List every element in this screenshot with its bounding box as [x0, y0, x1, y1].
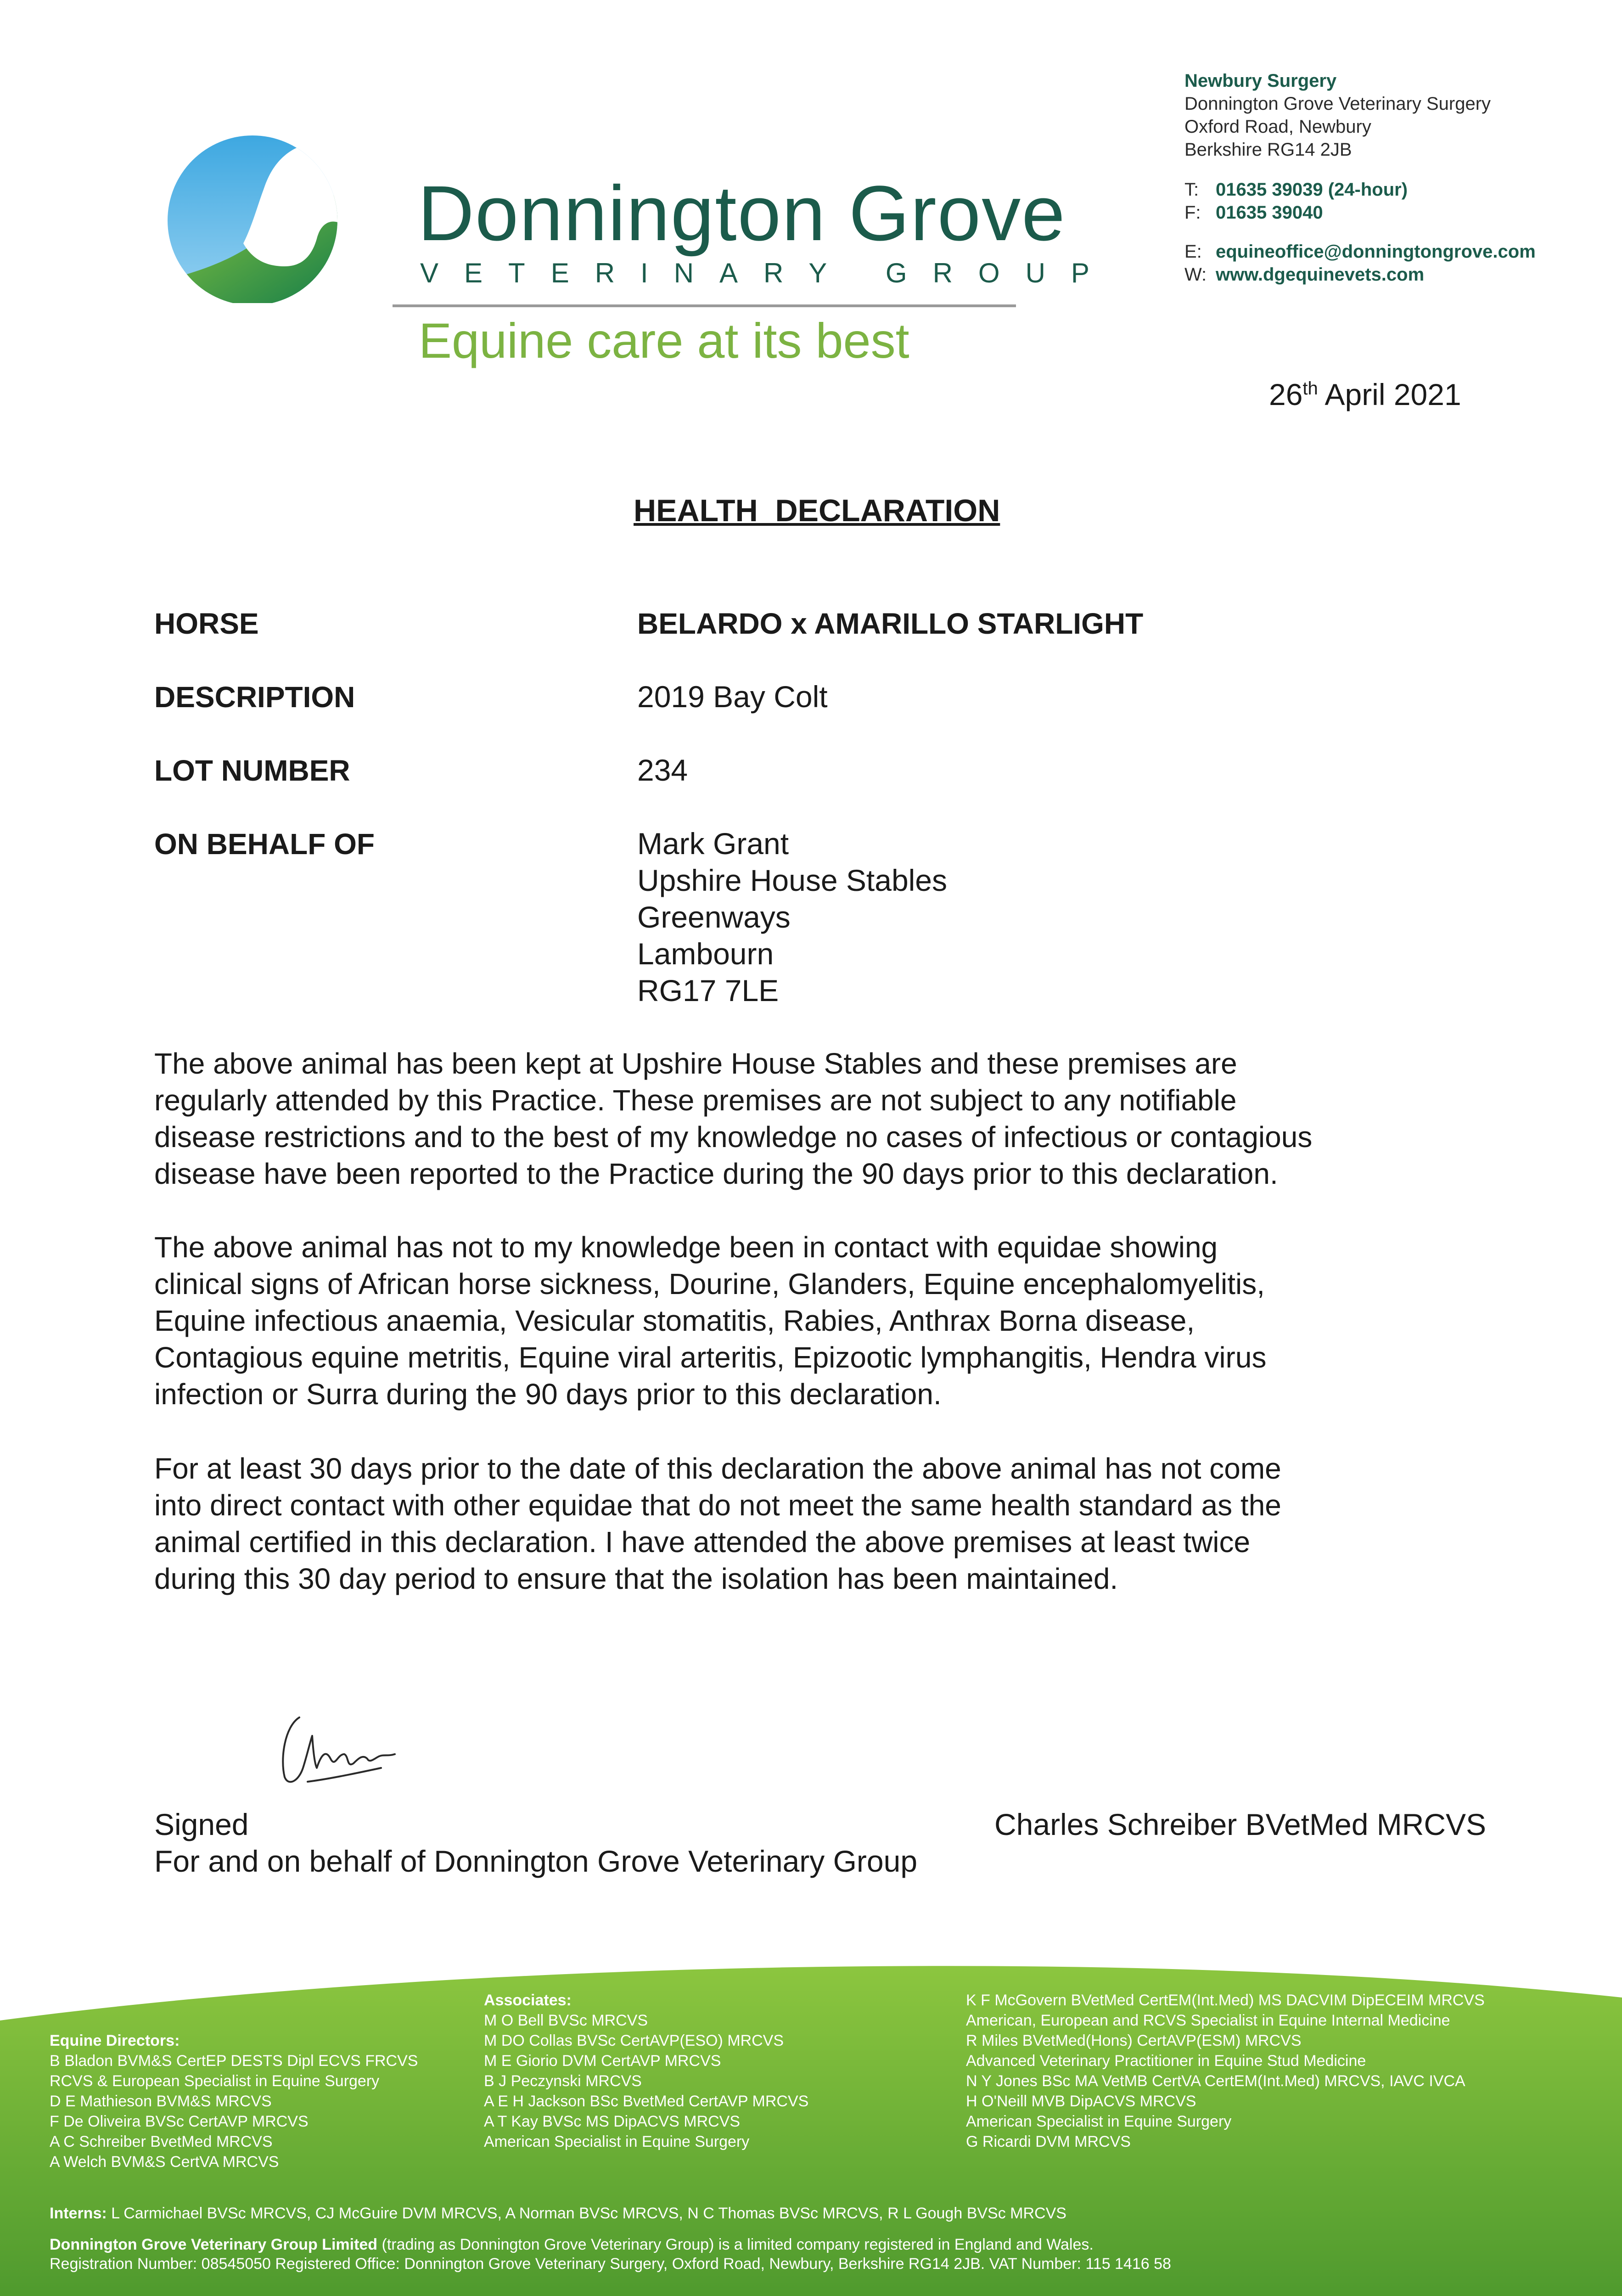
director-line: D E Mathieson BVM&S MRCVS	[50, 2093, 272, 2110]
fax-line: F: 01635 39040	[1184, 203, 1323, 223]
signatory-name: Charles Schreiber BVetMed MRCVS	[994, 1807, 1487, 1841]
behalf-line-1: Mark Grant	[637, 827, 789, 861]
address-line-2: Oxford Road, Newbury	[1184, 117, 1371, 137]
associate-line: M O Bell BVSc MRCVS	[484, 2012, 648, 2029]
associate-line: A E H Jackson BSc BvetMed CertAVP MRCVS	[484, 2093, 809, 2110]
associate-line: B J Peczynski MRCVS	[484, 2072, 642, 2090]
footer-registration: Registration Number: 08545050 Registered Office: Donnington Grove Veterinary Surgery, Oxford Road, Newbury, Berkshire RG14 2JB. VAT Number: 115 1416 58	[50, 2255, 1171, 2273]
paragraph-line: disease restrictions and to the best of my knowledge no cases of infectious or contagious	[154, 1120, 1313, 1154]
footer-interns: Interns: L Carmichael BVSc MRCVS, CJ McGuire DVM MRCVS, A Norman BVSc MRCVS, N C Thomas BVSc MRCVS, R L Gough BVSc MRCVS	[50, 2205, 1066, 2222]
company-tagline: Equine care at its best	[419, 313, 909, 368]
phone-line: T: 01635 39039 (24-hour)	[1184, 180, 1408, 200]
horse-value: BELARDO x AMARILLO STARLIGHT	[637, 607, 1144, 640]
associate-line: Advanced Veterinary Practitioner in Equine Stud Medicine	[966, 2052, 1366, 2070]
description-label: DESCRIPTION	[154, 681, 355, 714]
associate-line: K F McGovern BVetMed CertEM(Int.Med) MS DACVIM DipECEIM MRCVS	[966, 1992, 1485, 2009]
director-line: B Bladon BVM&S CertEP DESTS Dipl ECVS FRCVS	[50, 2052, 418, 2070]
paragraph-line: The above animal has not to my knowledge been in contact with equidae showing	[154, 1231, 1218, 1264]
paragraph-line: regularly attended by this Practice. These premises are not subject to any notifiable	[154, 1084, 1237, 1117]
address-line-3: Berkshire RG14 2JB	[1184, 140, 1352, 160]
paragraph-diseases	[154, 1229, 1486, 1412]
associate-line: American Specialist in Equine Surgery	[484, 2133, 750, 2150]
associates-title: Associates:	[484, 1992, 572, 2009]
document-title: HEALTH DECLARATION	[634, 493, 1000, 528]
horse-label: HORSE	[154, 607, 259, 640]
associate-line: R Miles BVetMed(Hons) CertAVP(ESM) MRCVS	[966, 2032, 1302, 2049]
associate-line: G Ricardi DVM MRCVS	[966, 2133, 1131, 2150]
email-link[interactable]: E: equineoffice@donningtongrove.com	[1184, 242, 1536, 262]
description-value: 2019 Bay Colt	[637, 680, 828, 714]
associate-line: American, European and RCVS Specialist in Equine Internal Medicine	[966, 2012, 1450, 2029]
paragraph-line: animal certified in this declaration. I have attended the above premises at least twice	[154, 1525, 1251, 1559]
director-line: RCVS & European Specialist in Equine Surgery	[50, 2072, 380, 2090]
on-behalf-of-label: ON BEHALF OF	[154, 827, 375, 861]
behalf-line-3: Greenways	[637, 900, 791, 934]
company-subtitle: VETERINARY GROUP	[420, 258, 1115, 288]
company-name: Donnington Grove	[418, 170, 1066, 257]
lot-number-value: 234	[637, 753, 688, 787]
company-logo-icon	[165, 129, 349, 303]
website-link[interactable]: W: www.dgequinevets.com	[1184, 264, 1425, 285]
signed-label: Signed	[154, 1807, 249, 1841]
behalf-of-group: For and on behalf of Donnington Grove Veterinary Group	[154, 1844, 918, 1878]
director-line: A Welch BVM&S CertVA MRCVS	[50, 2153, 279, 2171]
director-line: F De Oliveira BVSc CertAVP MRCVS	[50, 2113, 309, 2130]
paragraph-line: The above animal has been kept at Upshire House Stables and these premises are	[154, 1047, 1237, 1080]
behalf-line-2: Upshire House Stables	[637, 863, 948, 897]
associate-line: M DO Collas BVSc CertAVP(ESO) MRCVS	[484, 2032, 784, 2049]
paragraph-isolation	[154, 1450, 1486, 1597]
paragraph-premises	[154, 1045, 1486, 1192]
behalf-line-4: Lambourn	[637, 937, 774, 971]
footer-company-line: Donnington Grove Veterinary Group Limited (trading as Donnington Grove Veterinary Group) is a limited company registered in England and Wales.	[50, 2236, 1094, 2253]
lot-number-label: LOT NUMBER	[154, 754, 350, 787]
footer-associates	[484, 1990, 808, 2152]
paragraph-line: infection or Surra during the 90 days prior to this declaration.	[154, 1378, 942, 1411]
associate-line: American Specialist in Equine Surgery	[966, 2113, 1232, 2130]
associate-line: N Y Jones BSc MA VetMB CertVA CertEM(Int.Med) MRCVS, IAVC IVCA	[966, 2072, 1465, 2090]
paragraph-line: Contagious equine metritis, Equine viral arteritis, Epizootic lymphangitis, Hendra virus	[154, 1341, 1267, 1374]
paragraph-line: disease have been reported to the Practice during the 90 days prior to this declaration.	[154, 1157, 1278, 1190]
footer-directors	[50, 2031, 418, 2172]
surgery-name: Newbury Surgery	[1184, 71, 1337, 91]
associate-line: H O'Neill MVB DipACVS MRCVS	[966, 2093, 1196, 2110]
behalf-line-5: RG17 7LE	[637, 974, 779, 1007]
address-line-1: Donnington Grove Veterinary Surgery	[1184, 94, 1491, 114]
directors-title: Equine Directors:	[50, 2032, 180, 2049]
footer-associates-right	[966, 1990, 1485, 2152]
paragraph-line: clinical signs of African horse sickness, Dourine, Glanders, Equine encephalomyelitis,	[154, 1267, 1265, 1300]
paragraph-line: during this 30 day period to ensure that the isolation has been maintained.	[154, 1562, 1118, 1595]
paragraph-line: Equine infectious anaemia, Vesicular stomatitis, Rabies, Anthrax Borna disease,	[154, 1304, 1195, 1337]
paragraph-line: into direct contact with other equidae that do not meet the same health standard as the	[154, 1489, 1281, 1522]
header-divider	[393, 304, 1016, 307]
handwritten-signature-icon	[271, 1699, 409, 1800]
director-line: A C Schreiber BvetMed MRCVS	[50, 2133, 273, 2150]
associate-line: A T Kay BVSc MS DipACVS MRCVS	[484, 2113, 741, 2130]
paragraph-line: For at least 30 days prior to the date of this declaration the above animal has not come	[154, 1452, 1281, 1485]
associate-line: M E Giorio DVM CertAVP MRCVS	[484, 2052, 721, 2070]
declaration-date: 26th April 2021	[1269, 377, 1461, 411]
